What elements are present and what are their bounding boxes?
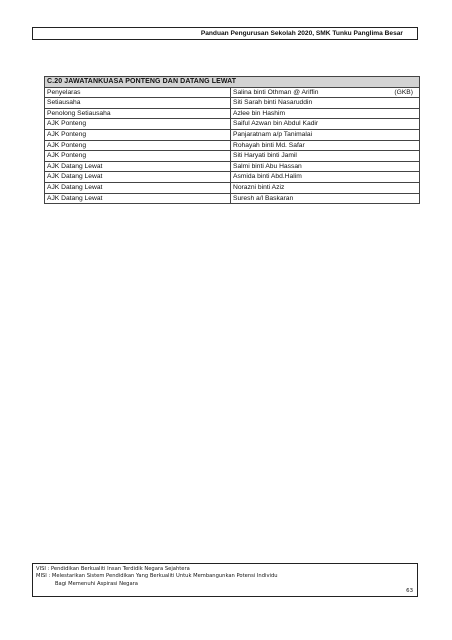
footer-misi-continued: Bagi Memenuhi Aspirasi Negara bbox=[55, 580, 138, 587]
member-name: Salmi binti Abu Hassan bbox=[233, 162, 302, 170]
committee-member bbox=[231, 87, 420, 98]
committee-row bbox=[45, 151, 420, 162]
committee-role: AJK Datang Lewat bbox=[45, 182, 231, 193]
section-title-row bbox=[45, 77, 420, 88]
committee-row bbox=[45, 161, 420, 172]
member-name: Asmida binti Abd.Halim bbox=[233, 173, 302, 181]
committee-row bbox=[45, 193, 420, 204]
committee-row bbox=[45, 108, 420, 119]
page-footer bbox=[32, 563, 418, 597]
footer-visi: VISI : Pendidikan Berkualiti Insan Terdidik Negara Sejahtera bbox=[36, 566, 190, 572]
page-number: 63 bbox=[406, 587, 413, 594]
member-name: Norazni binti Aziz bbox=[233, 183, 285, 191]
member-name: Saiful Azwan bin Abdul Kadir bbox=[233, 120, 319, 128]
committee-member bbox=[231, 182, 420, 193]
committee-member bbox=[231, 151, 420, 162]
member-name: Siti Haryati binti Jamil bbox=[233, 152, 297, 160]
committee-member bbox=[231, 108, 420, 119]
header-title: Panduan Pengurusan Sekolah 2020, SMK Tunku Panglima Besar bbox=[200, 30, 403, 37]
member-name: Salina binti Othman @ Ariffin bbox=[233, 88, 319, 96]
committee-role: Setiausaha bbox=[45, 98, 231, 109]
committee-row bbox=[45, 140, 420, 151]
member-name: Suresh a/l Baskaran bbox=[233, 194, 294, 202]
committee-member bbox=[231, 161, 420, 172]
committee-role: AJK Datang Lewat bbox=[45, 172, 231, 183]
committee-row bbox=[45, 172, 420, 183]
committee-role: AJK Ponteng bbox=[45, 119, 231, 130]
committee-row bbox=[45, 98, 420, 109]
committee-row bbox=[45, 129, 420, 140]
section-title: C.20 JAWATANKUASA PONTENG DAN DATANG LEWAT bbox=[45, 77, 420, 88]
committee-member bbox=[231, 119, 420, 130]
footer-misi: MISI : Melestarikan Sistem Pendidikan Yang Berkualiti Untuk Membangunkan Potensi Individu bbox=[36, 573, 278, 580]
committee-member bbox=[231, 193, 420, 204]
committee-row bbox=[45, 87, 420, 98]
committee-member bbox=[231, 172, 420, 183]
committee-role: AJK Ponteng bbox=[45, 140, 231, 151]
member-name: Panjaratnam a/p Tanimalai bbox=[233, 130, 313, 138]
committee-role: AJK Ponteng bbox=[45, 129, 231, 140]
member-note: (GKB) bbox=[394, 88, 413, 96]
committee-role: AJK Ponteng bbox=[45, 151, 231, 162]
member-name: Azlee bin Hashim bbox=[233, 109, 286, 117]
committee-row bbox=[45, 119, 420, 130]
committee-row bbox=[45, 182, 420, 193]
committee-role: AJK Datang Lewat bbox=[45, 193, 231, 204]
committee-member bbox=[231, 140, 420, 151]
committee-role: AJK Datang Lewat bbox=[45, 161, 231, 172]
page-header bbox=[32, 27, 418, 40]
member-name: Siti Sarah binti Nasaruddin bbox=[233, 99, 313, 107]
committee-member bbox=[231, 129, 420, 140]
committee-member bbox=[231, 98, 420, 109]
member-name: Rohayah binti Md. Safar bbox=[233, 141, 305, 149]
committee-role: Penyelaras bbox=[45, 87, 231, 98]
committee-role: Penolong Setiausaha bbox=[45, 108, 231, 119]
committee-table bbox=[44, 76, 420, 204]
